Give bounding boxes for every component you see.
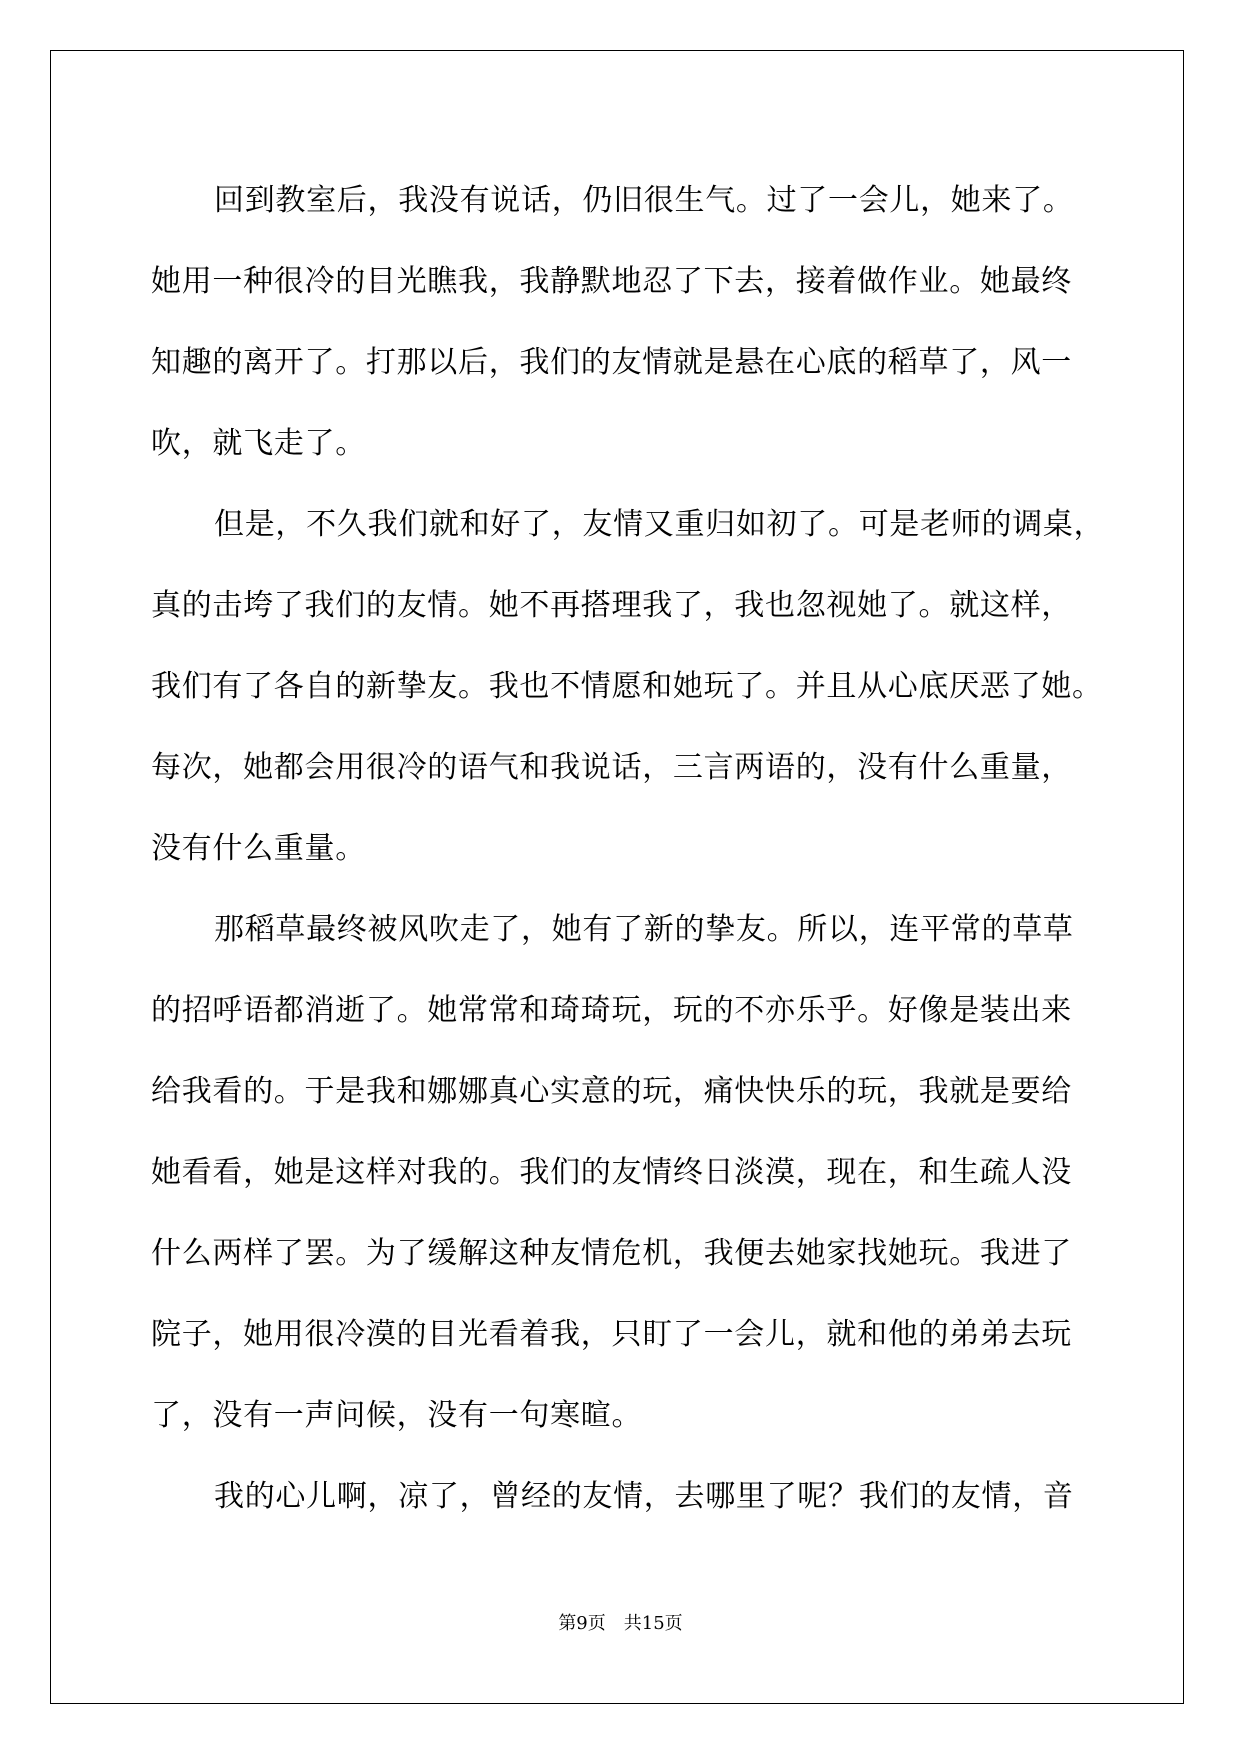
text-line-6: 真的击垮了我们的友情。她不再搭理我了，我也忽视她了。就这样， xyxy=(151,588,1072,623)
page-total: 共15页 xyxy=(623,1613,683,1634)
text-line-3: 知趣的离开了。打那以后，我们的友情就是悬在心底的稻草了，风一 xyxy=(151,345,1072,380)
text-line-8: 每次，她都会用很冷的语气和我说话，三言两语的，没有什么重量， xyxy=(151,750,1072,785)
text-line-12: 给我看的。于是我和娜娜真心实意的玩，痛快快乐的玩，我就是要给 xyxy=(151,1074,1072,1109)
text-line-11: 的招呼语都消逝了。她常常和琦琦玩，玩的不亦乐乎。好像是装出来 xyxy=(151,993,1072,1028)
text-line-2: 她用一种很冷的目光瞧我，我静默地忍了下去，接着做作业。她最终 xyxy=(151,264,1072,299)
text-line-16: 了，没有一声问候，没有一句寒暄。 xyxy=(151,1398,643,1433)
text-line-9: 没有什么重量。 xyxy=(151,831,366,866)
text-line-1: 回到教室后，我没有说话，仍旧很生气。过了一会儿，她来了。 xyxy=(214,183,1074,218)
text-line-14: 什么两样了罢。为了缓解这种友情危机，我便去她家找她玩。我进了 xyxy=(151,1236,1072,1271)
document-body xyxy=(151,160,1105,1537)
text-line-10: 那稻草最终被风吹走了，她有了新的挚友。所以，连平常的草草 xyxy=(214,912,1074,947)
text-line-17: 我的心儿啊，凉了，曾经的友情，去哪里了呢？我们的友情，音 xyxy=(214,1479,1074,1514)
text-line-7: 我们有了各自的新挚友。我也不情愿和她玩了。并且从心底厌恶了她。 xyxy=(151,669,1103,704)
page-number: 第9页 xyxy=(558,1613,606,1634)
text-line-5: 但是，不久我们就和好了，友情又重归如初了。可是老师的调桌， xyxy=(214,507,1105,542)
text-line-13: 她看看，她是这样对我的。我们的友情终日淡漠，现在，和生疏人没 xyxy=(151,1155,1072,1190)
page-footer xyxy=(0,1612,1241,1636)
text-line-4: 吹，就飞走了。 xyxy=(151,426,366,461)
text-line-15: 院子，她用很冷漠的目光看着我，只盯了一会儿，就和他的弟弟去玩 xyxy=(151,1317,1072,1352)
